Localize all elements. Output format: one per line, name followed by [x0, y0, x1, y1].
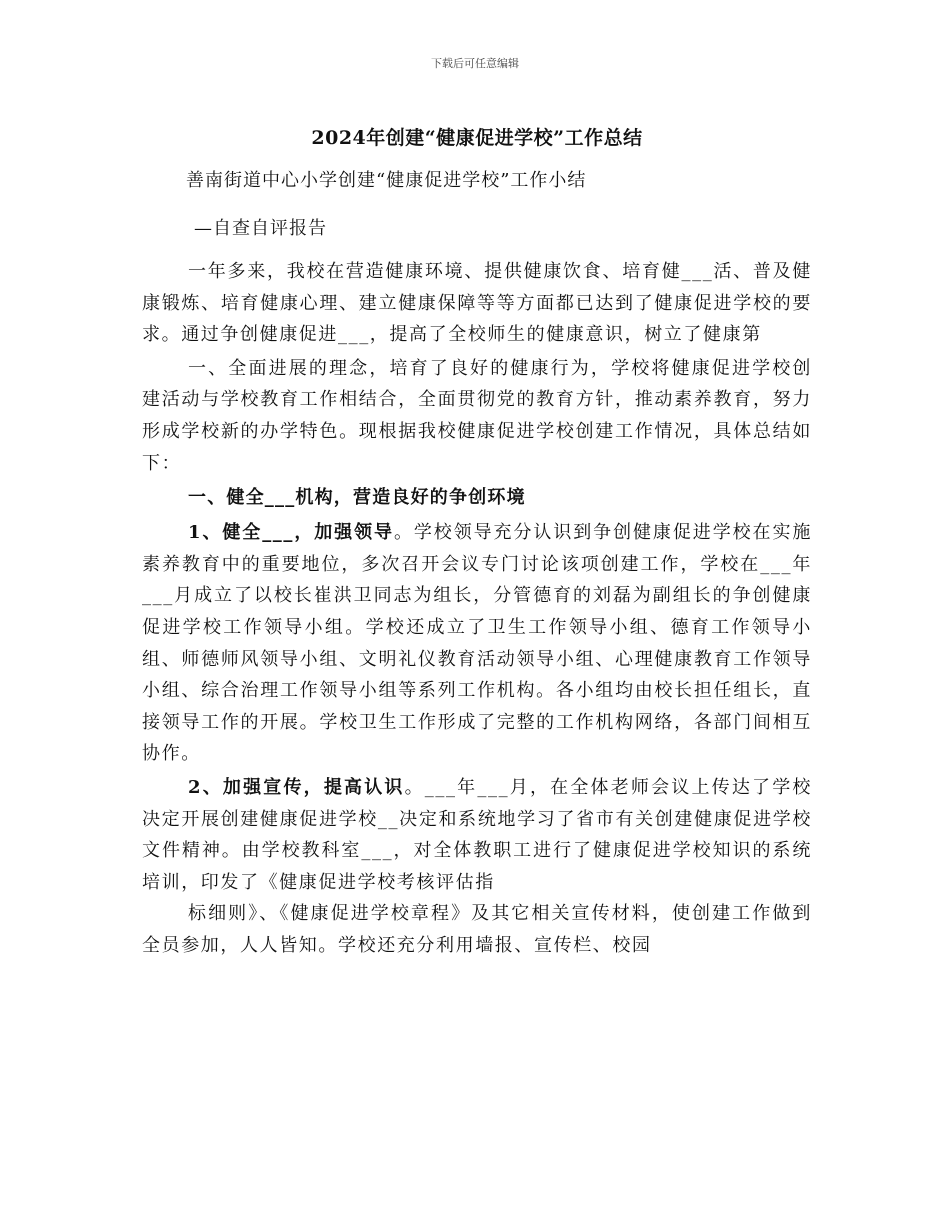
- document-subtitle: 善南街道中心小学创建“健康促进学校”工作小结: [186, 170, 587, 191]
- paragraph-intro: 一年多来，我校在营造健康环境、提供健康饮食、培育健___活、普及健康锻炼、培育健康心理、建立健康保障等等方面都已达到了健康促进学校的要求。通过争创健康促进___，提高了全校师生的健康意识，树立了健康第: [142, 261, 812, 346]
- document-title: 2024年创建“健康促进学校”工作总结: [311, 127, 643, 149]
- paragraph-organization-body: 。学校领导充分认识到争创健康促进学校在实施素养教育中的重要地位，多次召开会议专门讨论该项创建工作，学校在___年___月成立了以校长崔洪卫同志为组长，分管德育的刘磊为副组长的争创健康促进学校工作领导小组。学校还成立了卫生工作领导小组、德育工作领导小组、师德师风领导小组、文明礼仪教育活动领导小组、心理健康教育工作领导小组、综合治理工作领导小组等系列工作机构。各小组均由校长担任组长，直接领导工作的开展。学校卫生工作形成了完整的工作机构网络，各部门间相互协作。: [142, 522, 812, 765]
- document-body: [142, 118, 812, 961]
- paragraph-publicity: [142, 772, 812, 898]
- paragraph-continuation: 标细则》、《健康促进学校章程》及其它相关宣传材料，使创建工作做到全员参加，人人皆知。学校还充分利用墙报、宣传栏、校园: [142, 903, 812, 956]
- paragraph-overview: 一、全面进展的理念，培育了良好的健康行为，学校将健康促进学校创建活动与学校教育工作相结合，全面贯彻党的教育方针，推动素养教育，努力形成学校新的办学特色。现根据我校健康促进学校创建工作情况，具体总结如下：: [142, 357, 812, 474]
- page-header-note: 下载后可任意编辑: [431, 57, 519, 70]
- paragraph-publicity-body: 。___年___月，在全体老师会议上传达了学校决定开展创建健康促进学校__决定和系统地学习了省市有关创建健康促进学校文件精神。由学校教科室___，对全体教职工进行了健康促进学校知识的系统培训，印发了《健康促进学校考核评估指: [142, 776, 812, 893]
- document-subtitle-report: —自查自评报告: [194, 218, 327, 239]
- section-heading-1: 一、健全___机构，营造良好的争创环境: [188, 487, 526, 509]
- paragraph-organization: [142, 517, 812, 770]
- paragraph-publicity-lead: 2、加强宣传，提高认识: [188, 776, 405, 798]
- paragraph-organization-lead: 1、健全___，加强领导: [188, 522, 394, 544]
